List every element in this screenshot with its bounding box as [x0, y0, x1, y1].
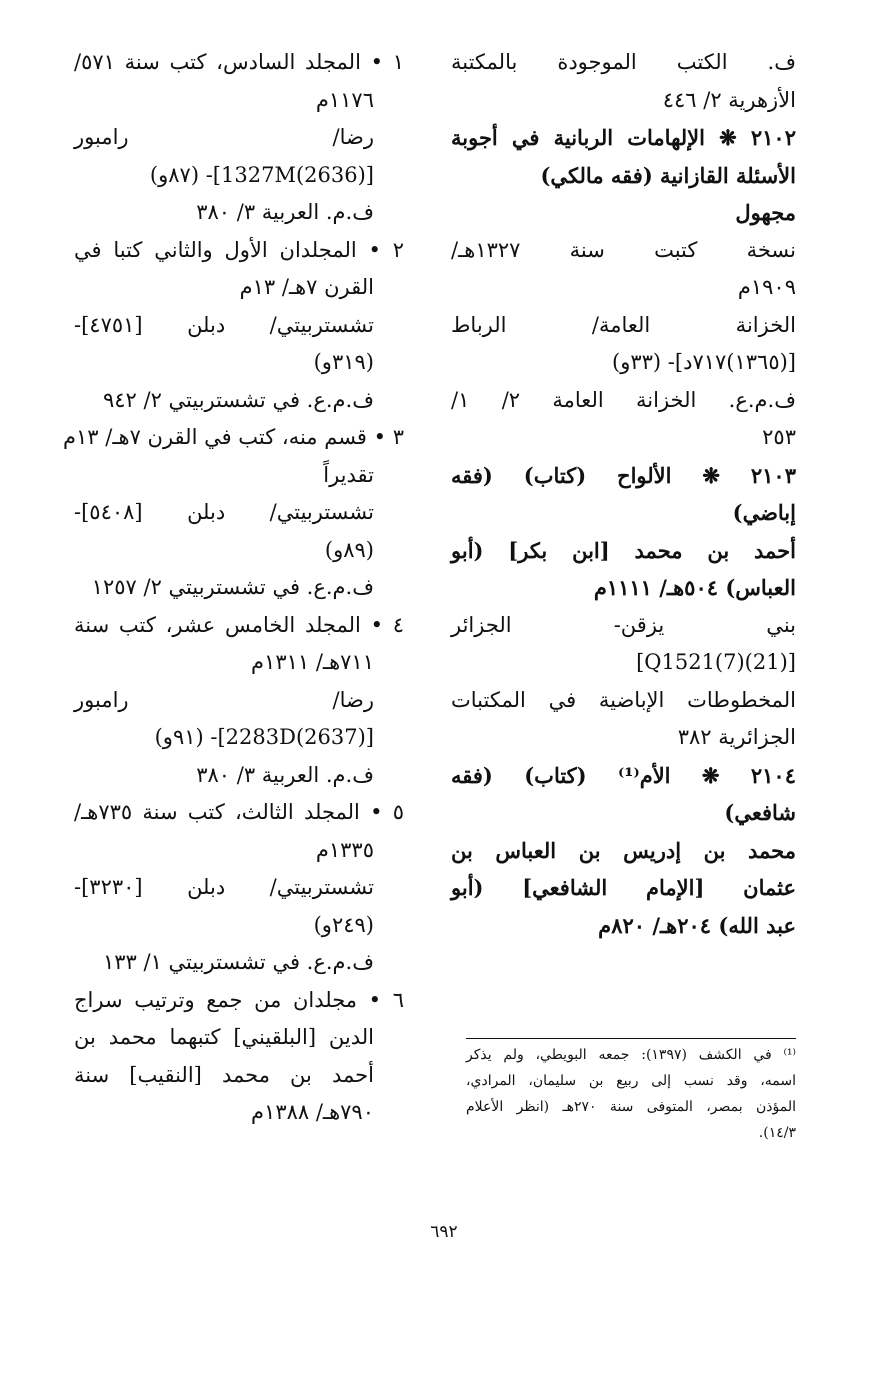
left-column-line: ف.م.ع. في تشستربيتي ٢/ ٩٤٢	[102, 387, 374, 412]
footnote-line: ⁽¹⁾ في الكشف (١٣٩٧): جمعه البويطي، ولم يذكر	[466, 1047, 796, 1063]
right-column-line: ١٩٠٩م	[737, 275, 796, 299]
right-column-line: عثمان [الإمام الشافعي] (أبو	[451, 875, 796, 900]
left-column-line: ٧١١هـ/ ١٣١١م	[251, 650, 374, 674]
left-column	[63, 44, 404, 1132]
left-column-line: تشستربيتي/ دبلن [٤٧٥١]-	[74, 312, 374, 337]
right-column-line: ٢١٠٢ ❋ الإلهامات الربانية في أجوبة	[451, 125, 796, 150]
left-column-line: ٦ • مجلدان من جمع وترتيب سراج	[74, 987, 404, 1012]
footnote-line: ١٤/٣).	[758, 1125, 796, 1141]
right-column-line: نسخة كتبت سنة ١٣٢٧هـ/	[451, 237, 796, 262]
left-column-line: ٢ • المجلدان الأول والثاني كتبا في	[74, 237, 404, 262]
right-column-line: ف.م.ع. الخزانة العامة ٢/ ١/	[451, 387, 796, 412]
right-column	[451, 44, 796, 944]
right-column-line: المخطوطات الإباضية في المكتبات	[451, 687, 796, 712]
left-column-line: (٢٤٩و)	[313, 912, 374, 937]
right-column-line: شافعي)	[724, 800, 796, 825]
left-column-line: تقديراً	[323, 462, 374, 487]
right-column-line: [(21)Q1521(7)]	[636, 650, 796, 674]
left-column-line: ١٣٣٥م	[315, 837, 374, 862]
right-column-line: الجزائرية ٣٨٢	[677, 725, 796, 749]
right-column-line: مجهول	[735, 200, 796, 225]
left-column-line: ١ • المجلد السادس، كتب سنة ٥٧١/	[74, 50, 404, 74]
left-column-line: ف.م. العربية ٣/ ٣٨٠	[196, 200, 374, 224]
right-column-line: محمد بن إدريس بن العباس بن	[451, 837, 796, 863]
left-column-line: ف.م.ع. في تشستربيتي ١/ ١٣٣	[102, 950, 374, 974]
footnote-line: اسمه، وقد نسب إلى ربيع بن سليمان، المرادي،	[466, 1073, 796, 1089]
right-column-line: أحمد بن محمد [ابن بكر] (أبو	[451, 537, 796, 563]
left-column-line: ١١٧٦م	[315, 87, 374, 112]
left-column-line: [(2636)1327M]- (٨٧و)	[149, 162, 374, 187]
left-column-line: تشستربيتي/ دبلن [٥٤٠٨]-	[74, 500, 374, 524]
left-column-line: ف.م.ع. في تشستربيتي ٢/ ١٢٥٧	[91, 575, 374, 599]
page-number: ٦٩٢	[430, 1222, 458, 1242]
footnote	[466, 1042, 796, 1146]
right-column-line: ٢١٠٣ ❋ الألواح (كتاب) (فقه	[451, 462, 796, 488]
right-column-line: ف. الكتب الموجودة بالمكتبة	[451, 50, 796, 74]
footnote-line: المؤذن بمصر، المتوفى سنة ٢٧٠هـ (انظر الأعلام	[466, 1099, 797, 1115]
left-column-line: أحمد بن محمد [النقيب] سنة	[74, 1062, 374, 1087]
left-column-line: (٨٩و)	[324, 537, 374, 562]
left-column-line: ف.م. العربية ٣/ ٣٨٠	[196, 762, 374, 787]
left-column-line: القرن ٧هـ/ ١٣م	[239, 275, 374, 299]
left-column-line: ٣ • قسم منه، كتب في القرن ٧هـ/ ١٣م	[63, 425, 404, 449]
left-column-line: (٣١٩و)	[313, 350, 374, 374]
left-column-line: تشستربيتي/ دبلن [٣٢٣٠]-	[74, 875, 374, 899]
left-column-line: الدين [البلقيني] كتبهما محمد بن	[74, 1025, 374, 1049]
right-column-line: ٢١٠٤ ❋ الأم⁽¹⁾ (كتاب) (فقه	[451, 762, 796, 788]
right-column-line: الأزهرية ٢/ ٤٤٦	[662, 87, 796, 112]
right-column-line: إباضي)	[732, 500, 796, 525]
right-column-line: الخزانة العامة/ الرباط	[451, 312, 796, 337]
left-column-line: ٥ • المجلد الثالث، كتب سنة ٧٣٥هـ/	[74, 800, 404, 824]
left-column-line: ٧٩٠هـ/ ١٣٨٨م	[251, 1100, 374, 1124]
left-column-line: رضا/ رامبور	[74, 687, 374, 712]
right-column-line: عبد الله) ٢٠٤هـ/ ٨٢٠م	[598, 912, 796, 938]
footnote-rule	[466, 1038, 796, 1039]
left-column-line: ٤ • المجلد الخامس عشر، كتب سنة	[74, 612, 404, 637]
right-column-line: بني يزقن- الجزائر	[451, 612, 796, 637]
left-column-line: رضا/ رامبور	[74, 125, 374, 149]
right-column-line: [(١٣٦٥)٧١٧د]- (٣٣و)	[612, 350, 796, 374]
right-column-line: الأسئلة القازانية (فقه مالكي)	[540, 162, 796, 188]
right-column-line: ٢٥٣	[762, 425, 796, 449]
left-column-line: [(2637)2283D]- (٩١و)	[154, 725, 374, 749]
right-column-line: العباس) ٥٠٤هـ/ ١١١١م	[593, 575, 796, 600]
